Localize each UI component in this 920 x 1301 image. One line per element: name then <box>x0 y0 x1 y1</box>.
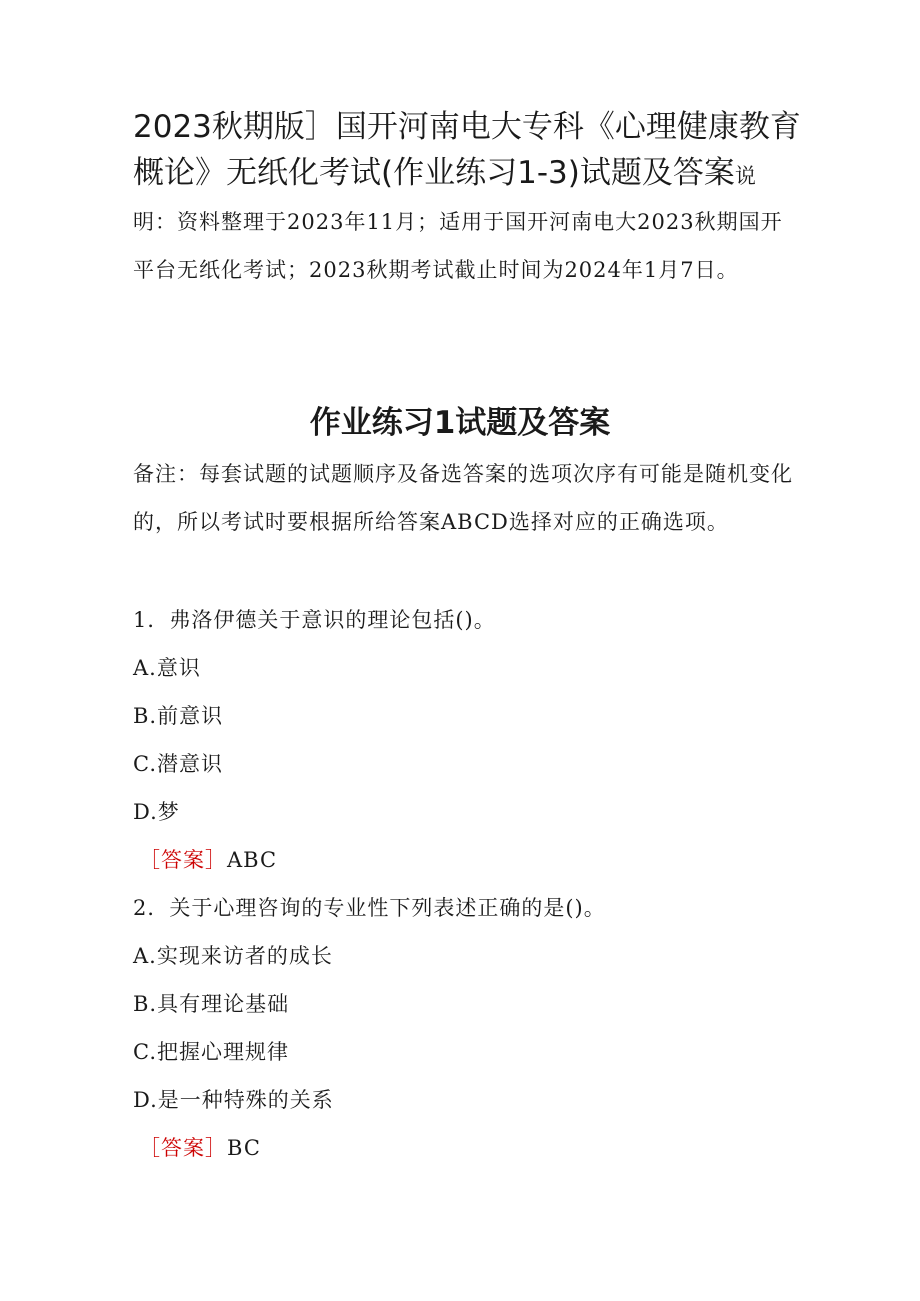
remark-text: 备注：每套试题的试题顺序及备选答案的选项次序有可能是随机变化的，所以考试时要根据所给答案ABCD选择对应的正确选项。 <box>133 462 793 534</box>
title-tail: 说 <box>734 164 756 188</box>
answer-value: BC <box>227 1136 261 1160</box>
option-c: C.把握心理规律 <box>133 1040 289 1064</box>
option-c: C.潜意识 <box>133 752 223 776</box>
document-title <box>133 104 813 199</box>
option-d: D.是一种特殊的关系 <box>133 1088 334 1112</box>
answer-label: ［答案］ <box>139 848 227 872</box>
question-1 <box>133 596 793 884</box>
option-b: B.前意识 <box>133 704 224 728</box>
answer-line <box>139 1124 793 1172</box>
question-2 <box>133 884 793 1172</box>
answer-value: ABC <box>227 848 278 872</box>
option-a: A.实现来访者的成长 <box>133 944 333 968</box>
answer-line <box>139 836 793 884</box>
title-main: 2023秋期版］国开河南电大专科《心理健康教育概论》无纸化考试(作业练习1-3)试题及答案 <box>133 109 801 191</box>
option-b: B.具有理论基础 <box>133 992 290 1016</box>
question-stem: 1．弗洛伊德关于意识的理论包括()。 <box>133 608 496 632</box>
option-a: A.意识 <box>133 656 201 680</box>
answer-label: ［答案］ <box>139 1136 227 1160</box>
section-title: 作业练习1试题及答案 <box>309 405 611 441</box>
question-stem: 2．关于心理咨询的专业性下列表述正确的是()。 <box>133 896 606 920</box>
option-d: D.梦 <box>133 800 180 824</box>
document-note: 明：资料整理于2023年11月；适用于国开河南电大2023秋期国开平台无纸化考试；2023秋期考试截止时间为2024年1月7日。 <box>133 210 783 282</box>
